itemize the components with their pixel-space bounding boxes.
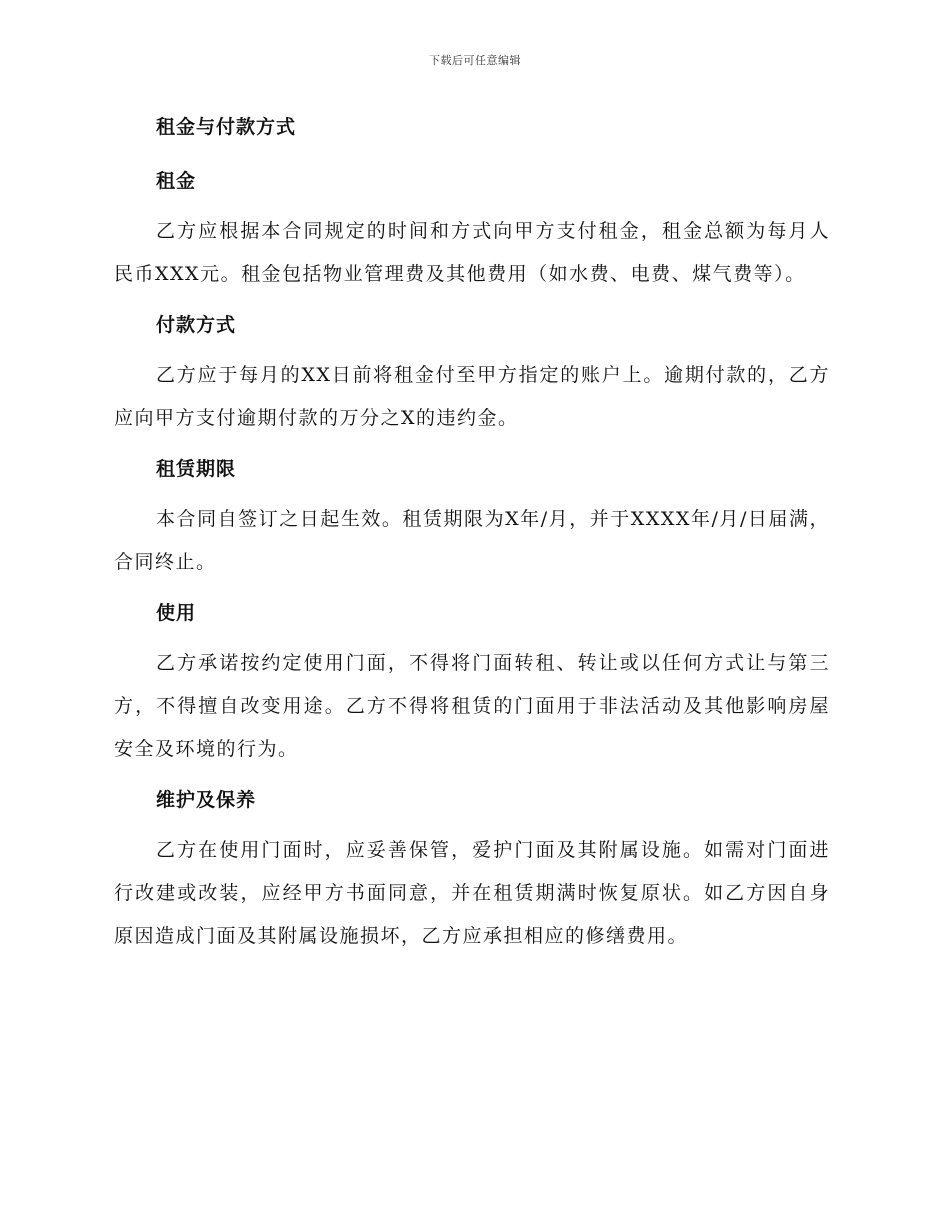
page-header: 下载后可任意编辑 (429, 54, 521, 67)
section-paragraph-payment: 乙方应于每月的XX日前将租金付至甲方指定的账户上。逾期付款的，乙方应向甲方支付逾期付款的万分之X的违约金。 (114, 364, 830, 429)
section-heading-use: 使用 (156, 602, 197, 624)
document-body (114, 108, 830, 958)
section-paragraph-use: 乙方承诺按约定使用门面，不得将门面转租、转让或以任何方式让与第三方，不得擅自改变用途。乙方不得将租赁的门面用于非法活动及其他影响房屋安全及环境的行为。 (114, 652, 830, 760)
section-heading-maintenance: 维护及保养 (156, 789, 257, 811)
section-paragraph-maintenance: 乙方在使用门面时，应妥善保管，爱护门面及其附属设施。如需对门面进行改建或改装，应经甲方书面同意，并在租赁期满时恢复原状。如乙方因自身原因造成门面及其附属设施损坏，乙方应承担相应的修缮费用。 (114, 839, 830, 947)
section-heading-term: 租赁期限 (156, 458, 237, 480)
section-paragraph-rent: 乙方应根据本合同规定的时间和方式向甲方支付租金，租金总额为每月人民币XXX元。租金包括物业管理费及其他费用（如水费、电费、煤气费等）。 (114, 220, 830, 285)
section-heading-payment: 付款方式 (156, 314, 237, 336)
section-paragraph-term: 本合同自签订之日起生效。租赁期限为X年/月，并于XXXX年/月/日届满，合同终止。 (114, 508, 830, 573)
document-title: 租金与付款方式 (156, 116, 297, 138)
section-heading-rent: 租金 (156, 170, 197, 192)
